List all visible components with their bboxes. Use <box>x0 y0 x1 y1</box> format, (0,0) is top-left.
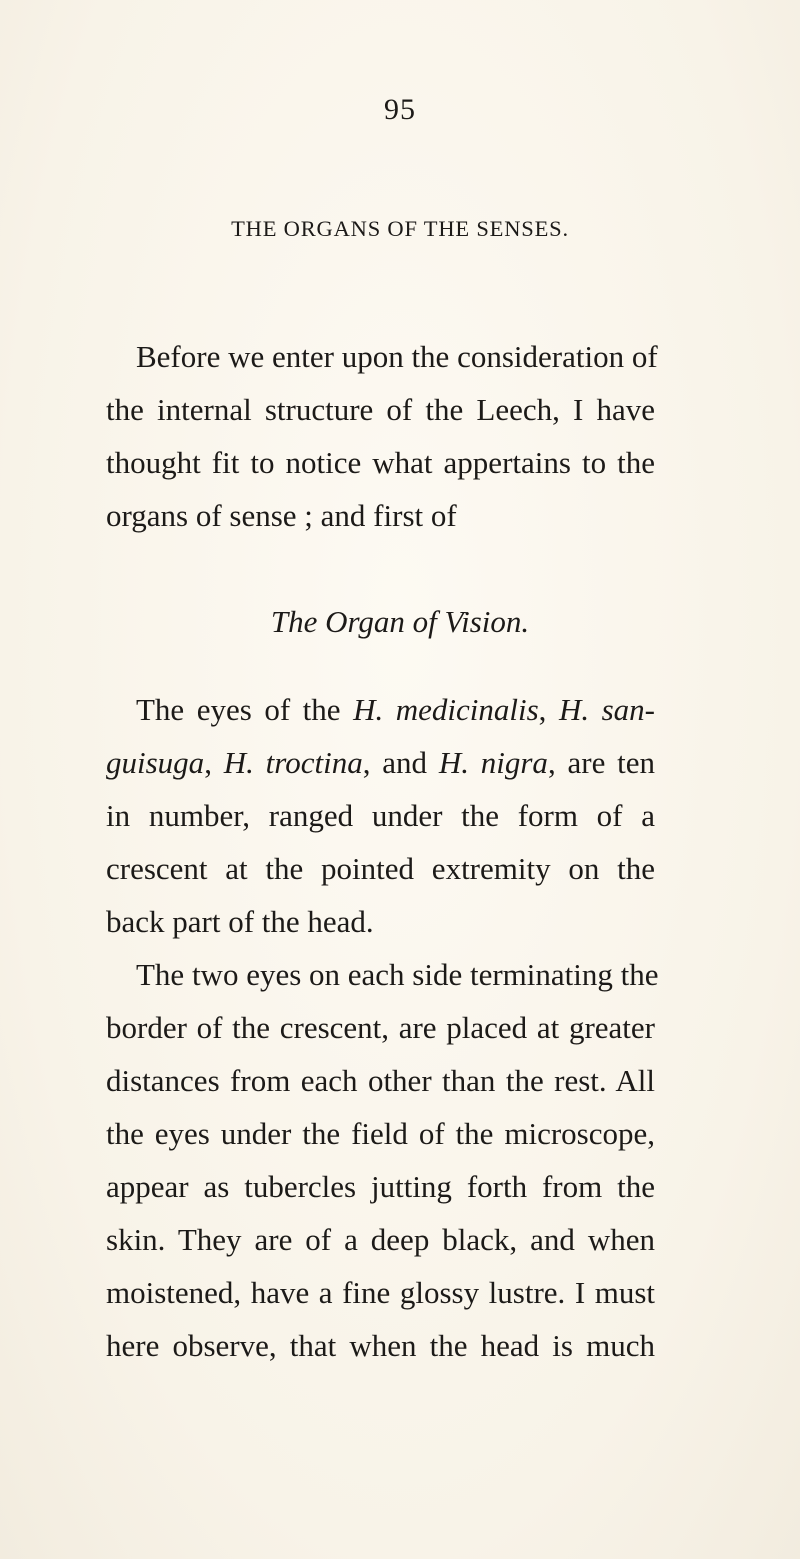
para1-line: crescent at the pointed extremity on the <box>106 851 655 886</box>
para1-line: back part of the head. <box>106 904 374 939</box>
para2-line: the eyes under the field of the microscope, <box>106 1116 655 1151</box>
section-title <box>0 602 800 642</box>
intro-line: thought fit to notice what appertains to the <box>106 445 655 480</box>
text: , <box>538 692 559 727</box>
para1-line <box>106 743 655 783</box>
species-name: H. troctina <box>223 745 363 780</box>
page-number: 95 <box>384 93 416 126</box>
text: , and <box>362 745 439 780</box>
para1-line: in number, ranged under the form of a <box>106 798 655 833</box>
species-name: guisuga <box>106 745 205 780</box>
para2-line: appear as tubercles jutting forth from the <box>106 1169 655 1204</box>
text: , are ten <box>547 745 655 780</box>
para2-line: distances from each other than the rest. All <box>106 1063 655 1098</box>
text: , <box>204 745 224 780</box>
species-name: H. nigra <box>438 745 548 780</box>
para2-line: border of the crescent, are placed at greater <box>106 1010 655 1045</box>
para2-line: The two eyes on each side terminating the <box>136 957 659 992</box>
intro-line: Before we enter upon the consideration of <box>136 339 658 374</box>
chapter-heading: THE ORGANS OF THE SENSES. <box>231 216 569 241</box>
intro-line: organs of sense ; and first of <box>106 498 457 533</box>
para2-line: here observe, that when the head is much <box>106 1328 655 1363</box>
text: The eyes of the <box>136 692 354 727</box>
species-name: H. san- <box>558 692 656 727</box>
section-title-text: The Organ of Vision. <box>270 604 530 639</box>
species-name: H. medicinalis <box>353 692 539 727</box>
para1-line <box>136 690 655 730</box>
para2-line: skin. They are of a deep black, and when <box>106 1222 655 1257</box>
intro-line: the internal structure of the Leech, I have <box>106 392 655 427</box>
para2-line: moistened, have a fine glossy lustre. I must <box>106 1275 655 1310</box>
